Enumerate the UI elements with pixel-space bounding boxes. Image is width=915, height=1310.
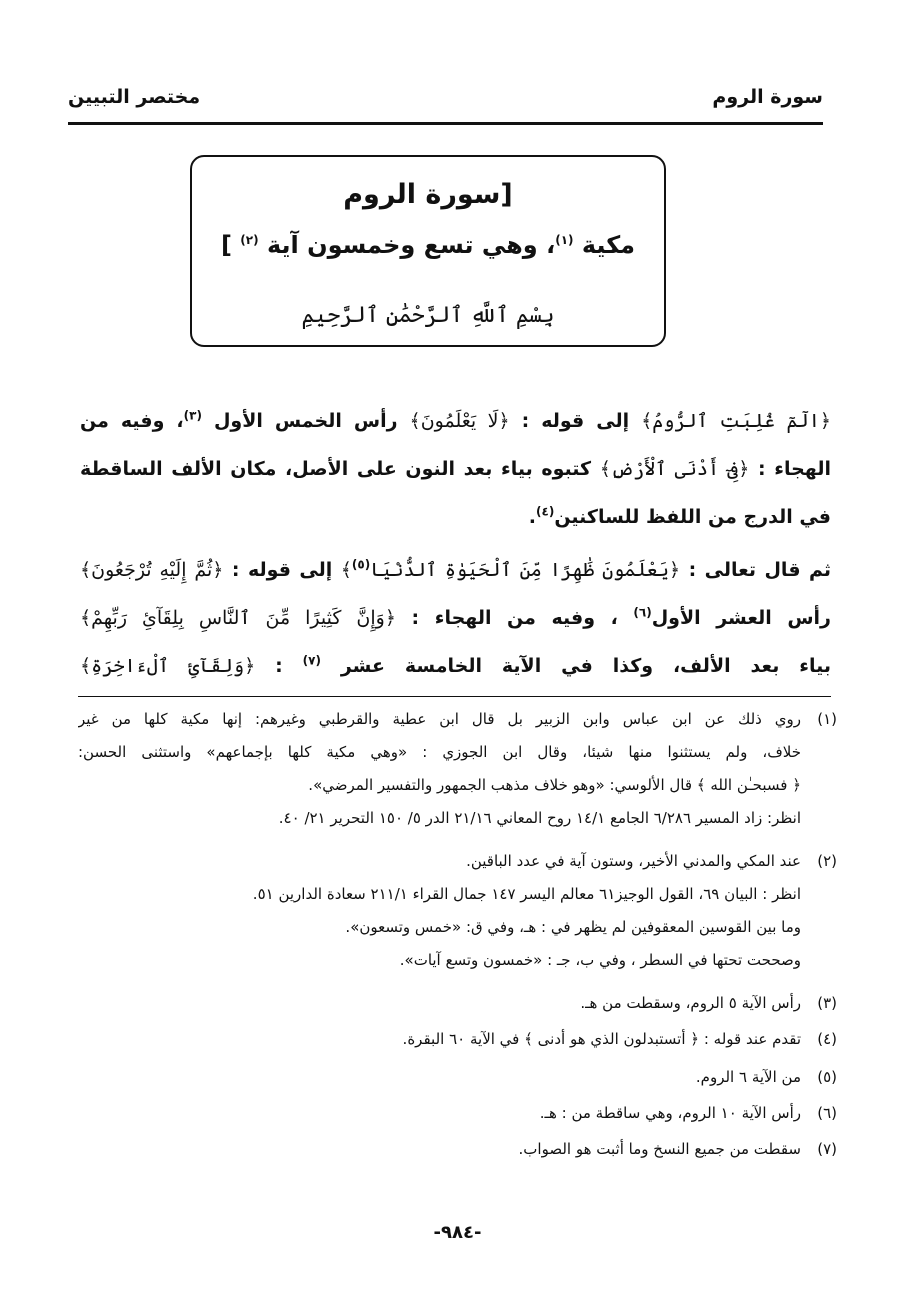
- footnote-ref[interactable]: (٢): [240, 233, 259, 247]
- footnote-ref[interactable]: (٣): [183, 408, 202, 423]
- quran-bracket-open: ﴿: [668, 559, 681, 581]
- footnote-line: روي ذلك عن ابن عباس وابن الزبير بل قال ابن عطية والقرطبي وغيرهم: إنها مكية كلها من غير: [78, 710, 801, 728]
- quran-bracket-close: ﴾: [80, 559, 92, 581]
- quran-bracket-open: ﴿: [498, 410, 510, 432]
- footnote-number: (٦): [817, 1104, 837, 1122]
- quran-bracket-close: ﴾: [340, 559, 352, 581]
- quran-bracket-open: ﴿: [212, 559, 224, 581]
- quran-bracket-open: ﴿: [244, 655, 256, 677]
- body-text: الهجاء :: [749, 458, 831, 480]
- quran-bracket-close: ﴾: [641, 410, 653, 432]
- quran-quote: ثُمَّ إِلَيْهِ تُرْجَعُونَ: [91, 559, 213, 581]
- body-text: ثم قال تعالى :: [680, 559, 831, 581]
- body-text: ، وفيه من: [80, 410, 184, 432]
- running-header-book: مختصر التبيين: [68, 86, 201, 108]
- quran-bracket-open: ﴿: [819, 410, 831, 432]
- footnote-line: رأس الآية ٥ الروم، وسقطت من هـ.: [580, 994, 801, 1012]
- body-text: رأس العشر الأول: [651, 607, 831, 629]
- quran-quote: الٓمٓ غُلِبَتِ ٱلرُّومُ: [652, 410, 820, 432]
- body-text: :: [255, 655, 303, 677]
- header-rule: [68, 122, 823, 125]
- quran-bracket-close: ﴾: [409, 410, 421, 432]
- footnote-ref[interactable]: (٧): [302, 653, 321, 668]
- text-line: [80, 445, 831, 493]
- surah-info-bracket: ]: [220, 231, 232, 259]
- quran-bracket-open: ﴿: [738, 458, 750, 480]
- footnote-number: (٢): [817, 852, 837, 870]
- footnote-line: رأس الآية ١٠ الروم، وهي ساقطة من : هـ.: [539, 1104, 801, 1122]
- footnote-line: انظر : البيان ٦٩، القول الوجيز٦١ معالم اليسر ١٤٧ جمال القراء ٢١١/١ سعادة الدارين ٥١.: [252, 885, 801, 903]
- body-text: ، وفيه من الهجاء :: [395, 607, 634, 629]
- footnote-line: عند المكي والمدني الأخير، وستون آية في عدد الباقين.: [466, 852, 801, 870]
- text-line: [80, 594, 831, 642]
- footnote-number: (٤): [817, 1030, 837, 1048]
- body-text: إلى قوله :: [509, 410, 642, 432]
- surah-info-text: ، وهي تسع وخمسون آية: [266, 231, 556, 259]
- text-line: [80, 642, 831, 690]
- footnote-number: (١): [817, 710, 837, 728]
- footnote-line: سقطت من جميع النسخ وما أثبت هو الصواب.: [518, 1140, 801, 1158]
- footnote-number: (٥): [817, 1068, 837, 1086]
- footnote-line: خلاف، ولم يستثنوا منها شيئا، وقال ابن الجوزي : «وهي مكية كلها بإجماعهم» واستثنى الحسن:: [78, 743, 801, 761]
- footnote-line: من الآية ٦ الروم.: [695, 1068, 801, 1086]
- quran-quote: وَلِقَآئِ ٱلْءَاخِرَةِ: [91, 655, 245, 677]
- quran-bracket-close: ﴾: [599, 458, 611, 480]
- surah-title-box: [190, 155, 666, 347]
- surah-info: [192, 231, 664, 259]
- body-text: في الدرج من اللفظ للساكنين: [554, 506, 831, 528]
- surah-info-text: مكية: [581, 231, 636, 259]
- quran-quote: فِىٓ أَدْنَى ٱلْأَرْضِ: [610, 458, 739, 480]
- paragraph-2: [80, 546, 831, 690]
- footnote-ref[interactable]: (٦): [633, 605, 652, 620]
- quran-quote: وَإِنَّ كَثِيرًا مِّنَ ٱلنَّاسِ بِلِقَآئِ رَبِّهِمْ: [91, 607, 385, 629]
- footnote-ref[interactable]: (١): [555, 233, 574, 247]
- footnote-line: ﴿ فسبحـٰن الله ﴾ قال الألوسي: «وهو خلاف مذهب الجمهور والتفسير المرضي».: [308, 776, 801, 794]
- footnote-line: انظر: زاد المسير ٦/٢٨٦ الجامع ١٤/١ روح المعاني ٢١/١٦ الدر ٥/ ١٥٠ التحرير ٢١/ ٤٠.: [278, 809, 801, 827]
- quran-quote: لَا يَعْلَمُونَ: [420, 410, 499, 432]
- text-line: [80, 546, 831, 594]
- footnote-ref[interactable]: (٤): [536, 504, 555, 519]
- footnote-number: (٣): [817, 994, 837, 1012]
- body-text: .: [528, 506, 537, 528]
- basmala: بِسْمِ ٱللَّهِ ٱلرَّحْمَٰنِ ٱلرَّحِيمِ: [301, 303, 555, 328]
- footnote-separator: [78, 696, 831, 697]
- footnote-line: وما بين القوسين المعقوفين لم يظهر في : هـ، وفي ق: «خمس وتسعون».: [345, 918, 801, 936]
- surah-name: [سورة الروم: [343, 179, 513, 210]
- body-text: إلى قوله :: [223, 559, 341, 581]
- paragraph-1: [80, 397, 831, 541]
- text-line: [80, 493, 831, 541]
- quran-bracket-close: ﴾: [80, 655, 92, 677]
- text-line: [80, 397, 831, 445]
- quran-quote: يَعْلَمُونَ ظَٰهِرًا مِّنَ ٱلْحَيَوٰةِ ٱلدُّنْيَا: [370, 559, 669, 581]
- quran-bracket-open: ﴿: [384, 607, 396, 629]
- footnote-ref[interactable]: (٥): [351, 557, 371, 572]
- footnote-line: تقدم عند قوله : ﴿ أتستبدلون الذي هو أدنى ﴾ في الآية ٦٠ البقرة.: [402, 1030, 801, 1048]
- footnote-number: (٧): [817, 1140, 837, 1158]
- quran-bracket-close: ﴾: [80, 607, 92, 629]
- body-text: بياء بعد الألف، وكذا في الآية الخامسة عشر: [320, 655, 831, 677]
- body-text: كتبوه بياء بعد النون على الأصل، مكان الألف الساقطة: [80, 458, 600, 480]
- running-header-surah: سورة الروم: [712, 86, 823, 108]
- body-text: رأس الخمس الأول: [201, 410, 410, 432]
- footnote-line: وصححت تحتها في السطر ، وفي ب، جـ : «خمسون وتسع آيات».: [399, 951, 801, 969]
- page-number: -٩٨٤-: [433, 1222, 482, 1243]
